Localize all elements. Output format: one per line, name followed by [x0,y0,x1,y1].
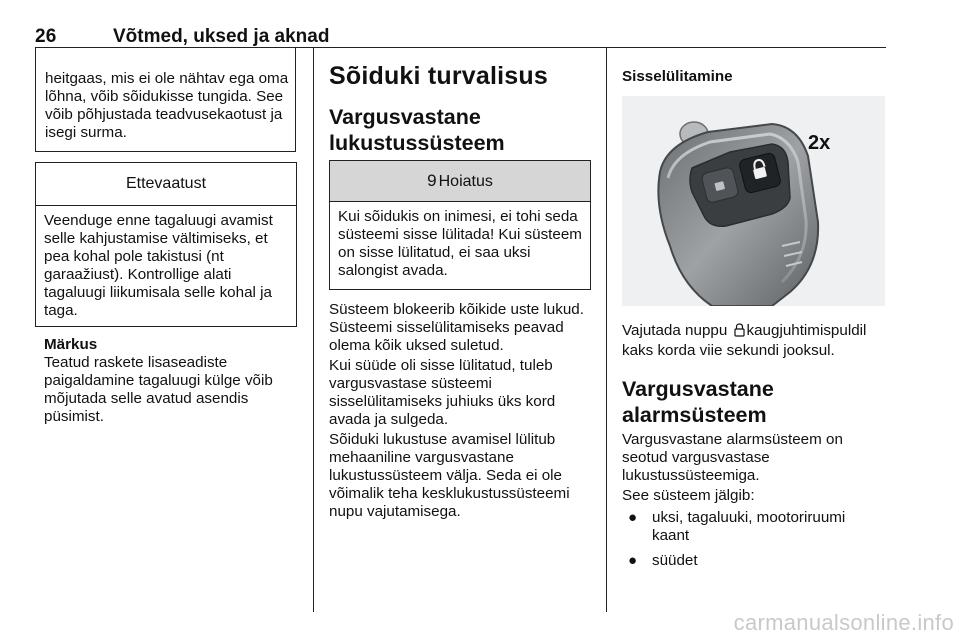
note-block [44,336,296,426]
column-divider-2 [606,48,607,612]
monitored-items-list [628,509,884,577]
subsection-heading-lock-system: Vargusvastane lukustussüsteem [329,105,505,155]
paragraph-alarm-linked: Vargusvastane alarmsüsteem on seotud vargusvastase lukustussüsteemiga. [622,431,843,484]
paragraph-press-button: Vajutada nuppu kaugjuhtimispuldil kaks korda viie sekundi jooksul. [622,322,867,359]
note-title: Märkus [44,336,98,353]
activation-heading: Sisselülitamine [622,68,733,85]
bullet-icon: ● [628,509,638,526]
bullet-icon: ● [628,552,638,569]
caution-text: Veenduge enne tagaluugi avamist selle kahjustamise vältimiseks, et pea kohal pole takistusi (nt garaažiust). Kontrollige alati tagaluugi liikumisala selle kohal ja taga. [44,212,273,319]
warning-title: Hoiatus [438,173,493,190]
continued-warning-text: heitgaas, mis ei ole nähtav ega oma lõhna, võib sõidukisse tungida. See võib põhjustada teadvusekaotust ja isegi surma. [45,70,289,141]
caution-box [35,162,297,327]
warning-header [330,161,590,202]
subsection-heading-alarm: Vargusvastane alarmsüsteem [622,377,774,427]
warning-text: Kui sõidukis on inimesi, ei tohi seda süsteemi sisse lülitada! Kui süsteem on sisse lülitatud, ei saa uksi salongist avada. [338,208,582,279]
list-item: ● süüdet [628,552,698,569]
key-fob-figure [622,96,885,306]
note-text: Teatud raskete lisaseadiste paigaldamine tagaluugi külge võib mõjutada selle avatud asendis püsimist. [44,354,273,425]
press-twice-label: 2x [808,132,831,154]
warning-box [329,160,591,290]
page-number: 26 [35,26,57,47]
caution-title: Ettevaatust [36,163,296,206]
section-heading: Sõiduki turvalisus [329,62,548,90]
list-item: ● uksi, tagaluuki, mootoriruumi kaant [628,509,846,544]
continued-warning-box [35,48,296,152]
key-fob-illustration [622,96,885,306]
paragraph-lock-doors: Süsteem blokeerib kõikide uste lukud. Süsteemi sisselülitamiseks peavad olema kõik uksed suletud. [329,301,584,354]
paragraph-ignition: Kui süüde oli sisse lülitatud, tuleb vargusvastase süsteemi sisselülitamiseks juhiuks üks kord avada ja sulgeda. [329,357,556,428]
paragraph-unlock: Sõiduki lukustuse avamisel lülitub mehaaniline vargusvastane lukustussüsteem välja. Seda ei ole võimalik teha kesklukustussüsteemi nupu vajutamisega. [329,431,570,520]
paragraph-monitors: See süsteem jälgib: [622,487,755,504]
column-divider-1 [313,48,314,612]
running-title: Võtmed, uksed ja aknad [113,26,330,47]
lock-icon [734,323,745,342]
warning-triangle-icon: 9 [427,171,437,190]
page-header [35,8,885,48]
watermark: carmanualsonline.info [733,610,954,635]
